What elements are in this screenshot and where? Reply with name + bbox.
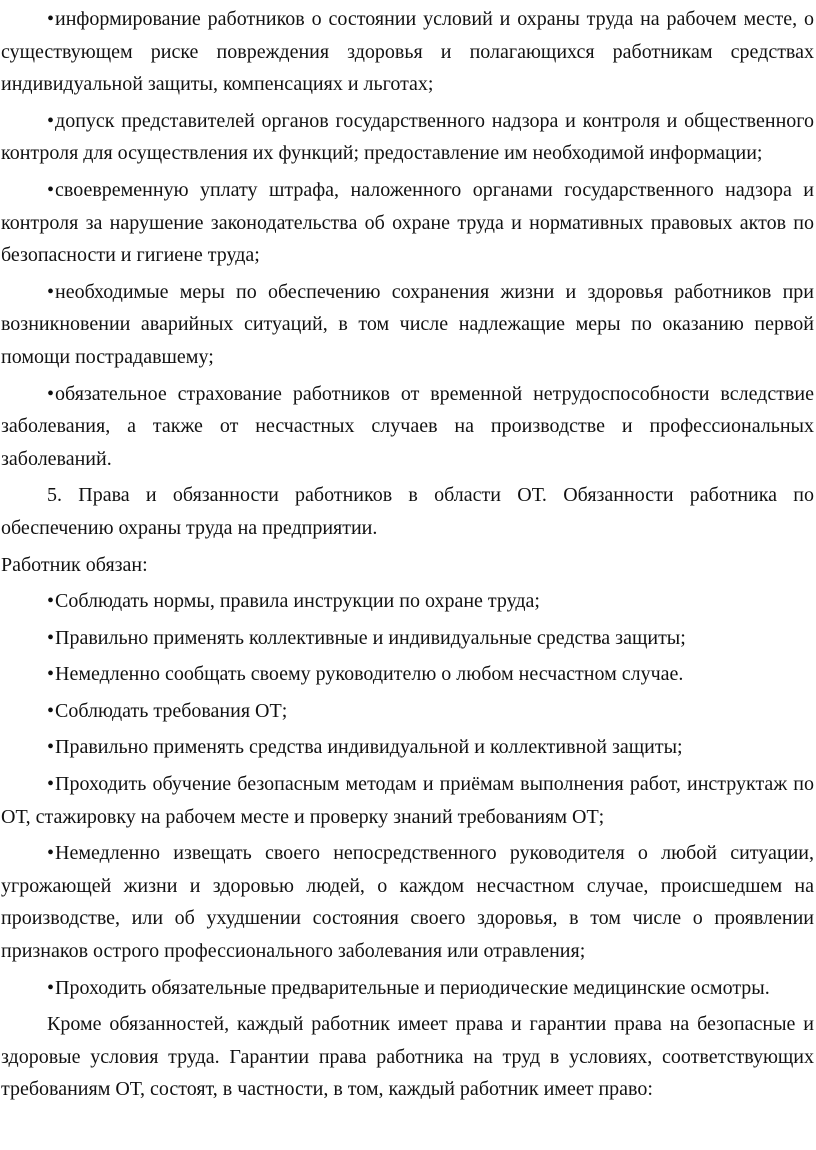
list-item-text: необходимые меры по обеспечению сохранения жизни и здоровья работников при возникновении аварийных ситуаций, в том числе надлежащие меры по оказанию первой помощи пострадавшему; — [1, 280, 814, 368]
list-item — [1, 768, 814, 833]
bullet-icon: • — [47, 590, 55, 613]
list-item-text: Проходить обучение безопасным методам и приёмам выполнения работ, инструктаж по ОТ, стажировку на рабочем месте и проверку знаний требованиям ОТ; — [1, 773, 814, 828]
document-page — [0, 3, 816, 1110]
closing-paragraph: Кроме обязанностей, каждый работник имеет права и гарантии права на безопасные и здоровые условия труда. Гарантии права работника на труд в условиях, соответствующих требованиям ОТ, состоят, в частности, в том, каждый работник имеет право: — [1, 1013, 814, 1101]
list-item — [1, 695, 814, 728]
list-item — [1, 972, 814, 1005]
list-item-text: допуск представителей органов государственного надзора и контроля и общественного контроля для осуществления их функций; предоставление им необходимой информации; — [1, 109, 814, 165]
list-item — [1, 276, 814, 374]
bullet-icon: • — [47, 976, 55, 999]
list-item-text: Соблюдать требования ОТ; — [55, 699, 288, 722]
list-item — [1, 658, 814, 691]
list-item — [1, 378, 814, 476]
bullet-icon: • — [47, 8, 55, 30]
list-item-text: Проходить обязательные предварительные и периодические медицинские осмотры. — [55, 976, 770, 999]
list-item — [1, 731, 814, 764]
bullet-icon: • — [47, 736, 55, 759]
list-item-text: Немедленно извещать своего непосредственного руководителя о любой ситуации, угрожающей жизни и здоровью людей, о каждом несчастном случае, происшедшем на производстве, или об ухудшении состояния своего здоровья, в том числе о проявлении признаков острого профессионального заболевания или отравления; — [1, 842, 814, 963]
bullet-icon: • — [47, 699, 55, 722]
section-heading: 5. Права и обязанности работников в области ОТ. Обязанности работника по обеспечению охраны труда на предприятии. — [1, 484, 814, 539]
bullet-icon: • — [47, 626, 55, 649]
bullet-icon: • — [47, 109, 55, 132]
list-item — [1, 105, 814, 170]
bullet-icon: • — [47, 663, 55, 686]
list-item-text: Немедленно сообщать своему руководителю о любом несчастном случае. — [55, 663, 684, 686]
bullet-icon: • — [47, 280, 55, 303]
list-item — [1, 3, 814, 101]
list-item-text: информирование работников о состоянии условий и охраны труда на рабочем месте, о существующем риске повреждения здоровья и полагающихся работникам средствах индивидуальной защиты, компенсациях и льготах; — [1, 8, 814, 96]
bullet-icon: • — [47, 178, 55, 201]
list-item-text: Соблюдать нормы, правила инструкции по охране труда; — [55, 590, 540, 613]
list-item-text: Правильно применять коллективные и индивидуальные средства защиты; — [55, 626, 686, 649]
list-item-text: обязательное страхование работников от временной нетрудоспособности вследствие заболевания, а также от несчастных случаев на производстве и профессиональных заболеваний. — [1, 382, 814, 470]
worker-obliged-label: Работник обязан: — [1, 553, 148, 576]
list-item — [1, 585, 814, 618]
bullet-icon: • — [47, 773, 55, 796]
bullet-icon: • — [47, 842, 55, 865]
list-item-text: Правильно применять средства индивидуальной и коллективной защиты; — [55, 736, 683, 759]
list-item-text: своевременную уплату штрафа, наложенного органами государственного надзора и контроля за нарушение законодательства об охране труда и нормативных правовых актов по безопасности и гигиене труда; — [1, 178, 814, 267]
bullet-icon: • — [47, 382, 55, 405]
list-item — [1, 622, 814, 655]
list-item — [1, 174, 814, 272]
list-item — [1, 837, 814, 967]
